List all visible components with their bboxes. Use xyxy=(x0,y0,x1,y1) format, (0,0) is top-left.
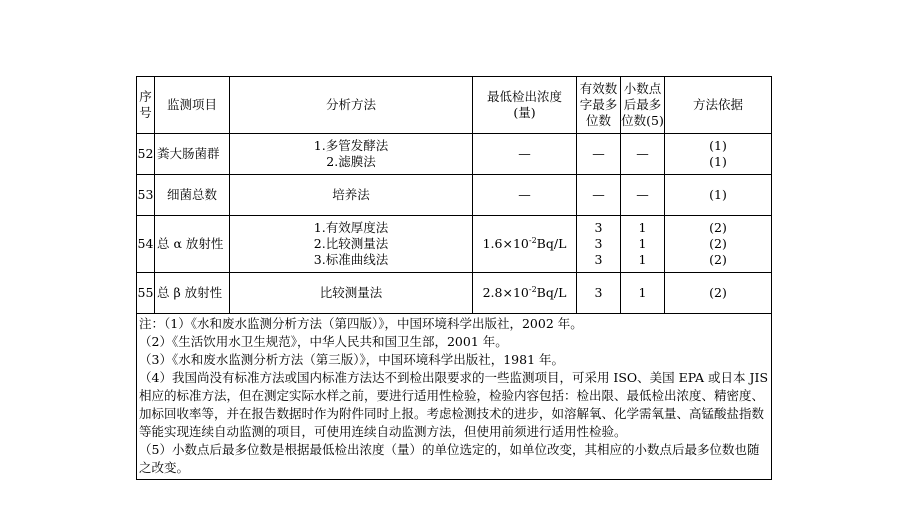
note-1: 注：（1）《水和废水监测分析方法（第四版）》，中国环境科学出版社，2002 年。 xyxy=(139,316,583,331)
header-basis: 方法依据 xyxy=(665,77,772,134)
row-sigfig: 3 3 3 xyxy=(577,216,621,273)
header-sigfig: 有效数 字最多 位数 xyxy=(577,77,621,134)
row-limit: — xyxy=(473,134,577,175)
row-basis: (2) (2) (2) xyxy=(665,216,772,273)
header-limit: 最低检出浓度 (量) xyxy=(473,77,577,134)
row-sigfig: — xyxy=(577,175,621,216)
note-5: （5）小数点后最多位数是根据最低检出浓度（量）的单位选定的，如单位改变，其相应的小数点后最多位数也随之改变。 xyxy=(139,442,760,475)
table-row xyxy=(137,273,772,314)
row-basis: (1) xyxy=(665,175,772,216)
note-4: （4）我国尚没有标准方法或国内标准方法达不到检出限要求的一些监测项目，可采用 ISO、美国 EPA 或日本 JIS 相应的标准方法，但在测定实际水样之前，要进行适用性检验，检验内容包括：检出限、最低检出浓度、精密度、加标回收率等，并在报告数据时作为附件同时上报。考虑检测技术的进步，如溶解氧、化学需氧量、高锰酸盐指数等能实现连续自动监测的项目，可使用连续自动监测方法，但使用前须进行适用性检验。 xyxy=(139,370,769,439)
row-method: 比较测量法 xyxy=(230,273,473,314)
note-3: （3）《水和废水监测分析方法（第三版）》，中国环境科学出版社，1981 年。 xyxy=(139,352,564,367)
row-limit: — xyxy=(473,175,577,216)
row-basis: (2) xyxy=(665,273,772,314)
row-limit: $2.8\times 10^{-2}Bq/L$ xyxy=(473,273,577,314)
row-method: 1.多管发酵法 2.滤膜法 xyxy=(230,134,473,175)
header-decimal: 小数点 后最多 位数(5) xyxy=(621,77,665,134)
note-2: （2）《生活饮用水卫生规范》，中华人民共和国卫生部，2001 年。 xyxy=(139,334,508,349)
row-sigfig: 3 xyxy=(577,273,621,314)
row-seq: 54 xyxy=(137,216,155,273)
row-decimal: 1 1 1 xyxy=(621,216,665,273)
notes-row xyxy=(137,314,772,480)
row-item: 细菌总数 xyxy=(155,175,230,216)
row-item: 总 β 放射性 xyxy=(155,273,230,314)
table-row xyxy=(137,134,772,175)
row-basis: (1) (1) xyxy=(665,134,772,175)
header-seq: 序 号 xyxy=(137,77,155,134)
header-item: 监测项目 xyxy=(155,77,230,134)
notes-cell xyxy=(137,314,772,480)
row-decimal: — xyxy=(621,134,665,175)
row-seq: 52 xyxy=(137,134,155,175)
row-limit: $1.6\times 10^{-2}Bq/L$ xyxy=(473,216,577,273)
row-method: 培养法 xyxy=(230,175,473,216)
row-seq: 53 xyxy=(137,175,155,216)
row-item: 总 α 放射性 xyxy=(155,216,230,273)
row-item: 粪大肠菌群 xyxy=(155,134,230,175)
header-method: 分析方法 xyxy=(230,77,473,134)
table-row xyxy=(137,216,772,273)
row-seq: 55 xyxy=(137,273,155,314)
table-header-row xyxy=(137,77,772,134)
row-decimal: 1 xyxy=(621,273,665,314)
row-method: 1.有效厚度法 2.比较测量法 3.标准曲线法 xyxy=(230,216,473,273)
table-row xyxy=(137,175,772,216)
row-sigfig: — xyxy=(577,134,621,175)
row-decimal: — xyxy=(621,175,665,216)
monitoring-methods-table xyxy=(136,76,772,480)
